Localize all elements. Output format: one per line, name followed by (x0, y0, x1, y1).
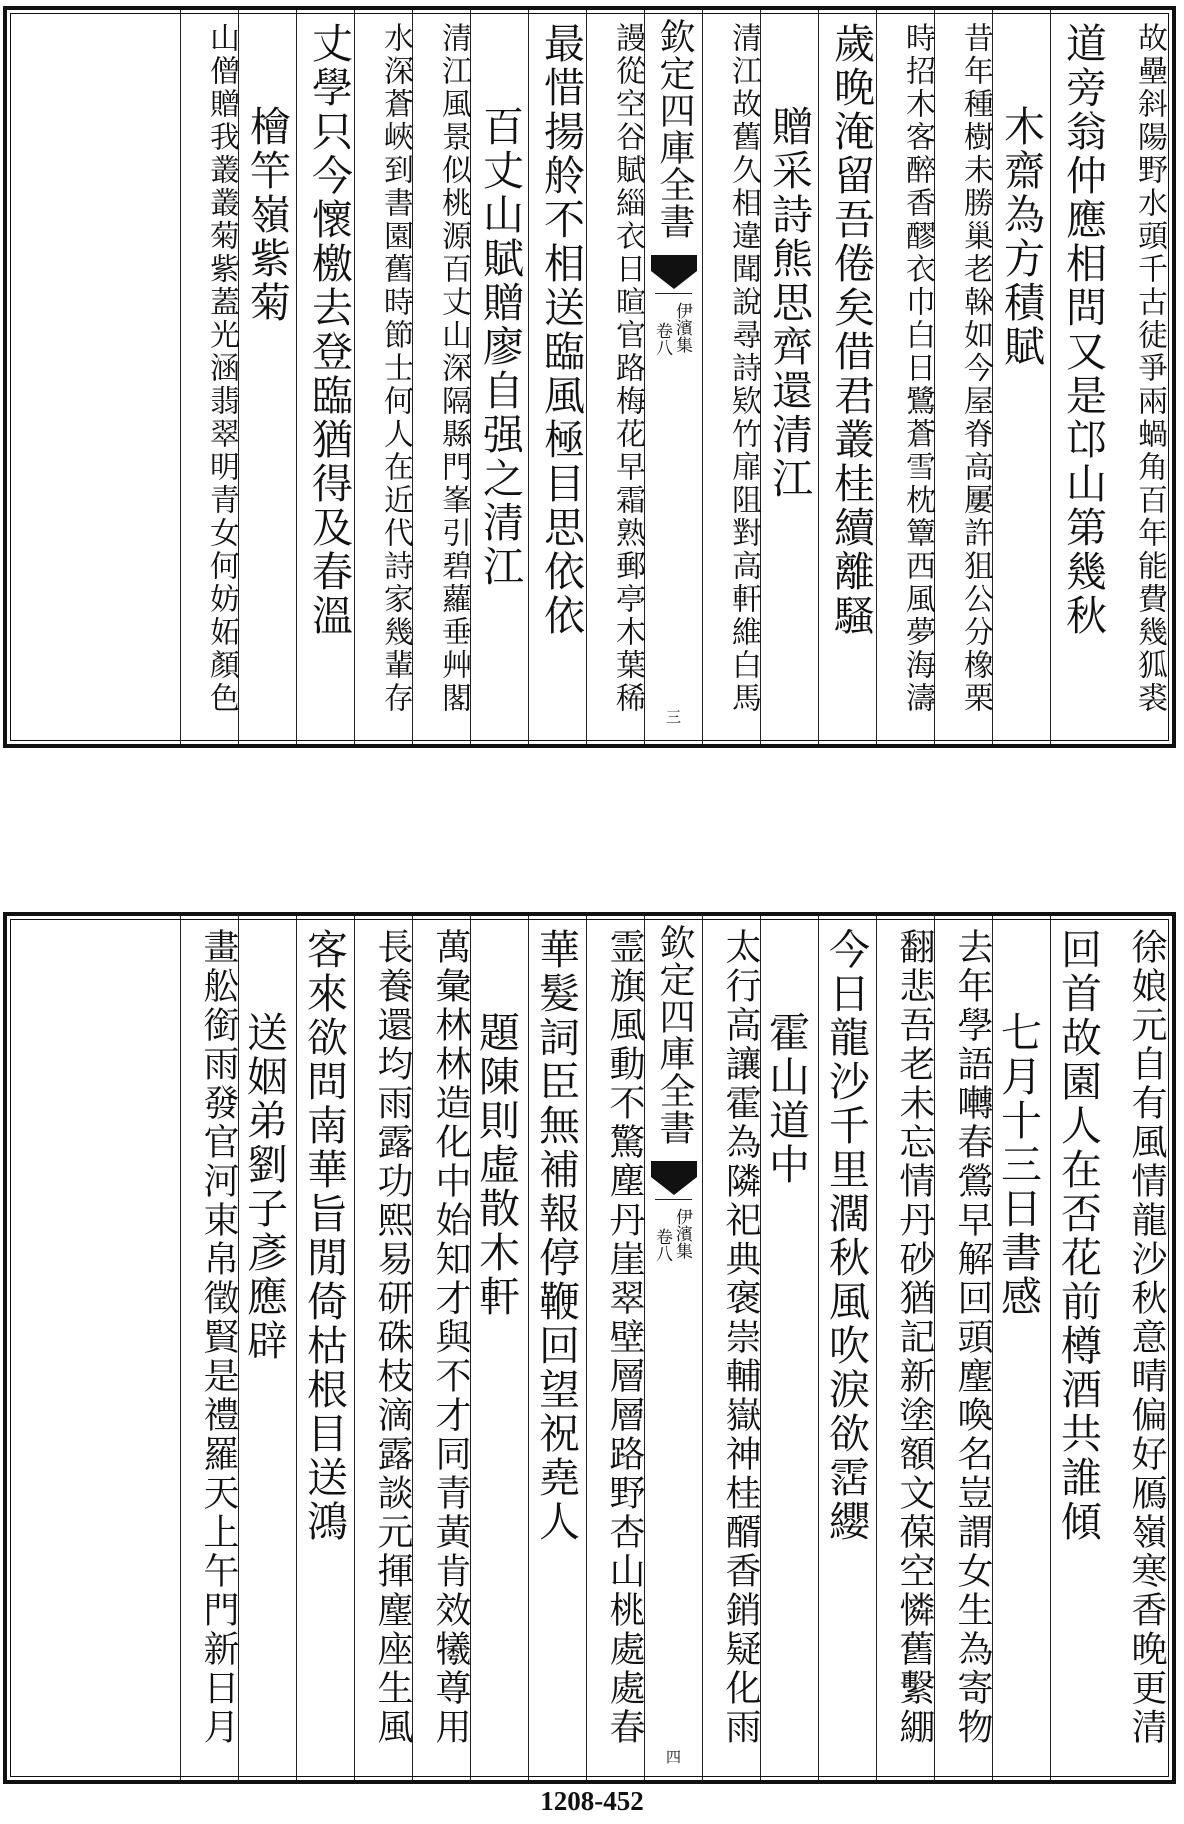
poem-title: 贈采詩熊思齊還清江 (765, 105, 813, 501)
text-column (1050, 10, 1108, 744)
poem-title: 霍山道中 (762, 1011, 810, 1187)
column-text: 山僧贈我叢叢菊紫蓋光涵翡翠明青女何妨妬顏色 (204, 22, 239, 715)
text-column (702, 916, 760, 1780)
column-text: 翻悲吾老未忘情丹砂猶記新塗額文葆空憐舊繫綳 (894, 928, 935, 1747)
text-column (354, 10, 412, 744)
text-column (238, 916, 296, 1780)
text-column (1050, 916, 1108, 1780)
column-text: 清江風景似桃源百丈山深隔縣門峯引碧蘿垂艸閣 (436, 22, 471, 715)
column-text: 道旁翁仲應相問又是邙山第幾秋 (1059, 22, 1107, 638)
text-column (412, 10, 470, 744)
column-text: 丈學只今懷檄去登臨猶得及春溫 (305, 22, 353, 638)
column-text: 水深蒼峽到書園舊時節士何人在近代詩家幾輩存 (378, 22, 413, 715)
book-name: 伊濱集 (672, 1208, 692, 1259)
text-column (238, 10, 296, 744)
text-column (760, 10, 818, 744)
text-column (296, 10, 354, 744)
catalog-number: 1208-452 (540, 1786, 644, 1816)
text-column (586, 916, 644, 1780)
volume-number: 卷八 (652, 1228, 672, 1262)
text-column (412, 916, 470, 1780)
fishtail-mark-icon (651, 1161, 697, 1195)
text-column (354, 916, 412, 1780)
fold-rule (655, 293, 692, 294)
column-text: 客來欲問南華旨閒倚枯根目送鴻 (300, 928, 348, 1544)
text-column (818, 916, 876, 1780)
text-column (1108, 10, 1166, 744)
column-text: 今日龍沙千里濶秋風吹淚欲霑纓 (822, 928, 870, 1544)
text-column (180, 10, 238, 744)
column-text: 清江故舊久相違聞說尋詩欵竹扉阻對高軒維白馬 (726, 22, 761, 715)
text-column (702, 10, 760, 744)
column-text: 謾從空谷賦緇衣日暄官路梅花早霜熟郵亭木葉稀 (610, 22, 645, 715)
text-column (934, 916, 992, 1780)
text-column (934, 10, 992, 744)
column-text: 去年學語囀春鶯早解回頭麈喚名豈謂女生為寄物 (952, 928, 993, 1747)
column-text: 徐娘元自有風情龍沙秋意晴偏好鴈嶺寒香晚更清 (1126, 928, 1167, 1747)
book-series-title: 欽定四庫全書 (654, 18, 695, 240)
page-number: 四 (665, 1748, 682, 1766)
center-fold-column (644, 10, 702, 744)
poem-title: 木齋為方積賦 (997, 105, 1045, 369)
column-text: 萬彙林林造化中始知才與不才同青黃肯效犧尊用 (430, 928, 471, 1747)
column-text: 畫舩銜雨發官河束帛徵賢是禮羅天上午門新日月 (198, 928, 239, 1747)
text-column (818, 10, 876, 744)
column-text: 故壘斜陽野水頭千古徒爭兩蝸角百年能費幾狐裘 (1132, 22, 1167, 715)
book-name: 伊濱集 (672, 302, 692, 353)
text-column (876, 10, 934, 744)
column-text: 華髮詞臣無補報停鞭回望祝堯人 (532, 928, 580, 1544)
text-column (180, 916, 238, 1780)
text-column (470, 10, 528, 744)
column-text: 歲晚淹留吾倦矣借君叢桂續離騷 (827, 22, 875, 638)
book-series-title: 欽定四庫全書 (654, 924, 695, 1146)
text-column (760, 916, 818, 1780)
column-text: 長養還均雨露功熙易研硃枝滴露談元揮麈座生風 (372, 928, 413, 1747)
text-column (992, 10, 1050, 744)
text-column (296, 916, 354, 1780)
column-text: 最惜揚舲不相送臨風極目思依依 (537, 22, 585, 638)
volume-number: 卷八 (652, 322, 672, 356)
column-text: 昔年種樹未勝巢老榦如今屋脊高屢許狙公分橡栗 (958, 22, 993, 715)
poem-title: 檜竿嶺紫菊 (243, 105, 291, 325)
column-text: 時招木客醉香醪衣巾白日鷺蒼雪枕簟西風夢海濤 (900, 22, 935, 715)
text-column (528, 10, 586, 744)
poem-title: 題陳則虛散木軒 (472, 1011, 520, 1319)
poem-title: 送姻弟劉子彥應辟 (240, 1011, 288, 1363)
column-text: 太行高讓霍為隣祀典褒崇輔嶽神桂醑香銷疑化雨 (720, 928, 761, 1747)
poem-title: 七月十三日書感 (994, 1011, 1042, 1319)
text-column (586, 10, 644, 744)
page-frame-bottom (3, 912, 1176, 1784)
text-column (1108, 916, 1166, 1780)
page-frame-top (3, 6, 1176, 748)
page-number: 三 (665, 708, 682, 726)
text-column (876, 916, 934, 1780)
text-column (470, 916, 528, 1780)
poem-title: 百丈山賦贈廖自强之清江 (476, 105, 524, 589)
fishtail-mark-icon (651, 255, 697, 289)
fold-rule (655, 1199, 692, 1200)
text-column (528, 916, 586, 1780)
column-text: 回首故園人在否花前樽酒共誰傾 (1054, 928, 1102, 1544)
column-text: 霊旗風動不驚塵丹崖翠壁層層路野杏山桃處處春 (604, 928, 645, 1747)
text-column (992, 916, 1050, 1780)
center-fold-column (644, 916, 702, 1780)
